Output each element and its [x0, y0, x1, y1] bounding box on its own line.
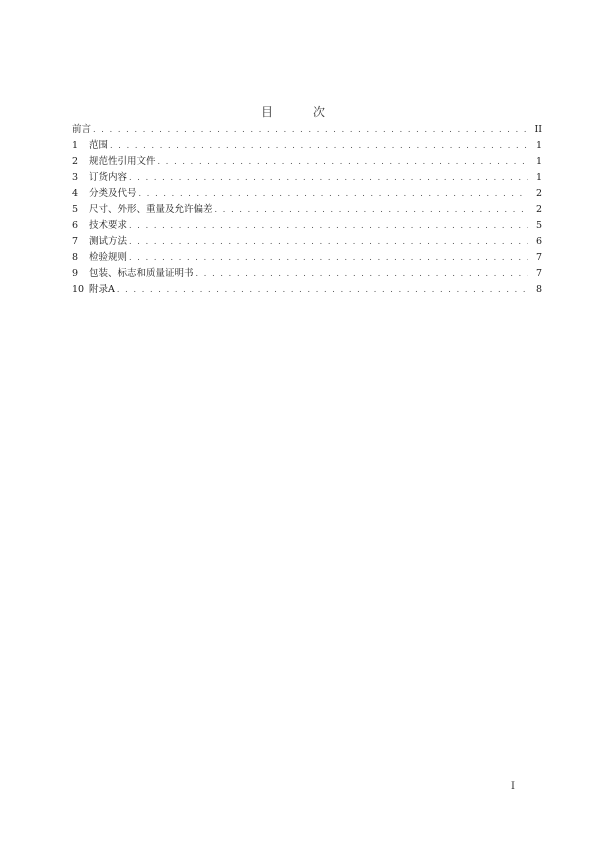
toc-entry-label: 技术要求: [89, 220, 128, 231]
toc-entry-page: 1: [535, 172, 542, 183]
toc-entry-1[interactable]: [72, 138, 542, 154]
toc-dot-leader: [158, 154, 528, 170]
toc-entry-number: 7: [72, 236, 79, 247]
toc-entry-6[interactable]: [72, 218, 542, 234]
toc-entry-7[interactable]: [72, 234, 542, 250]
toc-list: [72, 122, 542, 298]
toc-entry-page: 7: [535, 268, 542, 279]
toc-entry-label: 附录A: [89, 284, 115, 295]
toc-entry-2[interactable]: [72, 154, 542, 170]
toc-entry-page: 6: [535, 236, 542, 247]
toc-dot-leader: [196, 266, 528, 282]
toc-entry-number: 5: [72, 204, 79, 215]
toc-entry-label: 前言: [72, 124, 92, 135]
toc-entry-page: 1: [535, 156, 542, 167]
toc-entry-label: 订货内容: [89, 172, 128, 183]
toc-entry-label: 规范性引用文件: [89, 156, 156, 167]
toc-dot-leader: [93, 122, 528, 138]
toc-dot-leader: [129, 218, 528, 234]
page-number: I: [511, 781, 515, 792]
toc-entry-label: 分类及代号: [89, 188, 137, 199]
toc-entry-page: 2: [535, 204, 542, 215]
toc-entry-10[interactable]: [72, 282, 542, 298]
toc-entry-page: 1: [535, 140, 542, 151]
toc-entry-number: 8: [72, 252, 79, 263]
toc-entry-label: 尺寸、外形、重量及允许偏差: [89, 204, 213, 215]
toc-entry-4[interactable]: [72, 186, 542, 202]
toc-entry-number: 3: [72, 172, 79, 183]
toc-entry-label: 检验规则: [89, 252, 128, 263]
toc-entry-page: 7: [535, 252, 542, 263]
toc-dot-leader: [129, 234, 528, 250]
toc-entry-page: II: [534, 124, 542, 135]
toc-entry-number: 2: [72, 156, 79, 167]
toc-entry-label: 测试方法: [89, 236, 128, 247]
toc-entry-number: 4: [72, 188, 79, 199]
toc-entry-label: 范围: [89, 140, 109, 151]
toc-entry-label: 包装、标志和质量证明书: [89, 268, 194, 279]
toc-entry-page: 5: [535, 220, 542, 231]
toc-dot-leader: [117, 282, 528, 298]
toc-entry-number: 6: [72, 220, 79, 231]
toc-dot-leader: [139, 186, 528, 202]
toc-entry-number: 1: [72, 140, 79, 151]
toc-entry-number: 9: [72, 268, 79, 279]
toc-dot-leader: [129, 250, 528, 266]
toc-title: 目 次: [260, 105, 339, 119]
toc-entry-page: 2: [535, 188, 542, 199]
toc-entry-5[interactable]: [72, 202, 542, 218]
toc-entry-9[interactable]: [72, 266, 542, 282]
toc-entry-number: 10: [72, 284, 85, 295]
toc-dot-leader: [215, 202, 528, 218]
toc-entry-8[interactable]: [72, 250, 542, 266]
toc-dot-leader: [110, 138, 528, 154]
toc-entry-3[interactable]: [72, 170, 542, 186]
toc-entry-foreword[interactable]: [72, 122, 542, 138]
toc-dot-leader: [129, 170, 528, 186]
toc-entry-page: 8: [535, 284, 542, 295]
